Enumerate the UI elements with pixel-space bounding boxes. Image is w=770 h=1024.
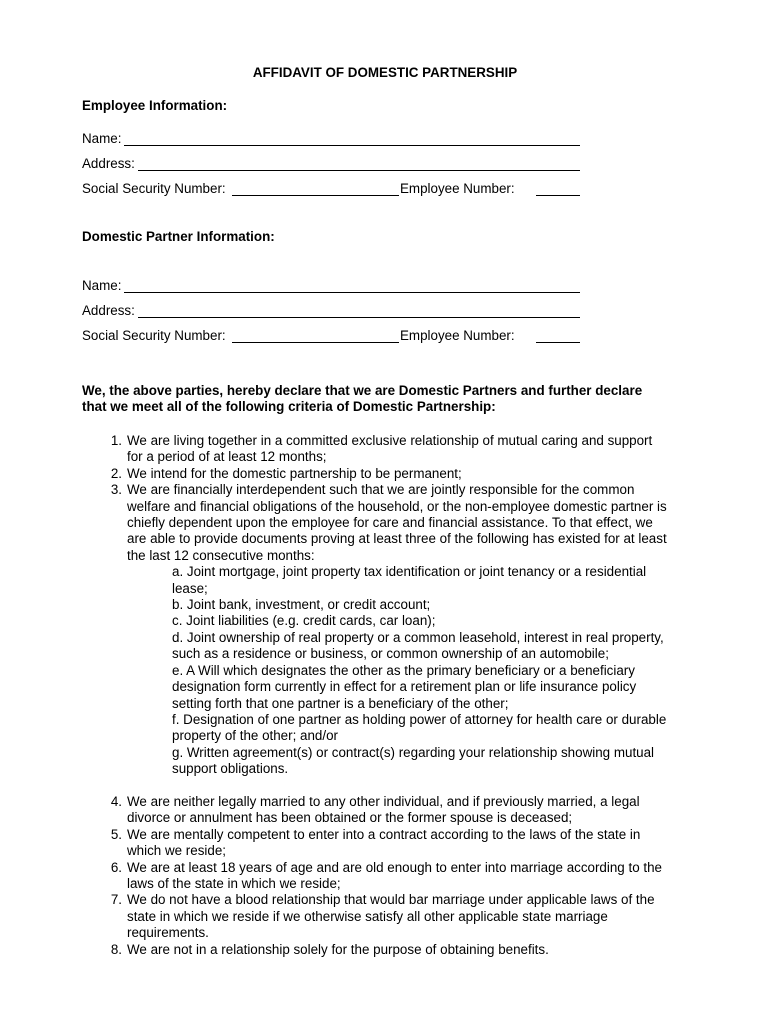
criteria-number: 3.: [110, 482, 122, 498]
criteria-item: [82, 482, 702, 564]
employee-ssn-row: [82, 181, 582, 199]
criteria-item: [82, 433, 702, 466]
document-item: b. Joint bank, investment, or credit account;: [172, 597, 431, 613]
criteria-text: which we reside;: [127, 843, 226, 859]
document-item: a. Joint mortgage, joint property tax identification or joint tenancy or a residential: [172, 564, 647, 580]
criteria-number: 6.: [110, 859, 122, 875]
document-item: f. Designation of one partner as holding power of attorney for health care or durable: [172, 711, 667, 727]
declaration-statement: [82, 383, 702, 416]
partner-ssn-label: Social Security Number:: [82, 328, 226, 343]
criteria-text: chiefly dependent upon the employee for care and financial assistance. To that effect, we: [127, 515, 653, 531]
partner-name-field[interactable]: [124, 292, 580, 293]
criteria-number: 8.: [110, 941, 122, 957]
document-item: g. Written agreement(s) or contract(s) regarding your relationship showing mutual: [172, 744, 655, 760]
partner-name-row: [82, 278, 582, 296]
document-item: c. Joint liabilities (e.g. credit cards, car loan);: [172, 613, 436, 629]
criteria-text: state in which we reside if we otherwise satisfy all other applicable state marriage: [127, 908, 608, 924]
document-list: [172, 564, 702, 777]
partner-employee-number-field[interactable]: [536, 342, 580, 343]
criteria-text: for a period of at least 12 months;: [127, 449, 327, 465]
criteria-text: are able to provide documents proving at least three of the following has existed for at least: [127, 531, 667, 547]
criteria-text: We are not in a relationship solely for the purpose of obtaining benefits.: [127, 941, 549, 957]
partner-address-row: [82, 303, 582, 321]
document-item: such as a residence or business, or common ownership of an automobile;: [172, 646, 609, 662]
declaration-line: that we meet all of the following criteria of Domestic Partnership:: [82, 399, 496, 415]
employee-name-row: [82, 131, 582, 149]
partner-ssn-row: [82, 328, 582, 346]
partner-address-field[interactable]: [138, 317, 580, 318]
partner-name-label: Name:: [82, 278, 122, 293]
criteria-number: 1.: [110, 433, 122, 448]
criteria-text: requirements.: [127, 925, 209, 941]
employee-info-heading: Employee Information:: [82, 98, 228, 113]
criteria-item: [82, 827, 702, 860]
criteria-number: 4.: [110, 794, 122, 809]
declaration-line: We, the above parties, hereby declare that we are Domestic Partners and further declare: [82, 383, 643, 398]
criteria-number: 5.: [110, 826, 122, 842]
criteria-item: [82, 860, 702, 893]
criteria-list-continued: [82, 794, 702, 958]
document-item: designation form currently in effect for a retirement plan or life insurance policy: [172, 679, 637, 695]
criteria-text: welfare and financial obligations of the household, or the non-employee domestic partner is: [127, 498, 667, 514]
document-title: AFFIDAVIT OF DOMESTIC PARTNERSHIP: [252, 65, 518, 80]
partner-employee-number-label: Employee Number:: [400, 328, 515, 343]
document-item: lease;: [172, 580, 208, 596]
criteria-text: We are financially interdependent such that we are jointly responsible for the common: [127, 482, 635, 498]
employee-address-field[interactable]: [138, 170, 580, 171]
partner-address-label: Address:: [82, 303, 135, 318]
employee-ssn-label: Social Security Number:: [82, 181, 226, 196]
employee-number-label: Employee Number:: [400, 181, 515, 196]
criteria-text: the last 12 consecutive months:: [127, 547, 315, 563]
document-item: setting forth that one partner is a beneficiary of the other;: [172, 695, 509, 711]
criteria-text: divorce or annulment has been obtained or the former spouse is deceased;: [127, 810, 573, 826]
employee-number-field[interactable]: [536, 195, 580, 196]
criteria-text: We are mentally competent to enter into a contract according to the laws of the state in: [127, 826, 641, 842]
partner-ssn-field[interactable]: [232, 342, 399, 343]
criteria-text: We are neither legally married to any other individual, and if previously married, a legal: [127, 794, 640, 809]
criteria-text: We intend for the domestic partnership to be permanent;: [127, 465, 462, 481]
document-item: property of the other; and/or: [172, 728, 338, 744]
criteria-item: [82, 892, 702, 941]
document-item: d. Joint ownership of real property or a common leasehold, interest in real property,: [172, 629, 664, 645]
criteria-number: 7.: [110, 892, 122, 908]
criteria-text: We are living together in a committed exclusive relationship of mutual caring and support: [127, 433, 653, 448]
employee-ssn-field[interactable]: [232, 195, 399, 196]
criteria-item: [82, 794, 702, 827]
employee-name-field[interactable]: [124, 145, 580, 146]
criteria-number: 2.: [110, 465, 122, 481]
partner-info-heading: Domestic Partner Information:: [82, 229, 275, 244]
criteria-text: We are at least 18 years of age and are old enough to enter into marriage according to the: [127, 859, 662, 875]
document-item: e. A Will which designates the other as the primary beneficiary or a beneficiary: [172, 662, 635, 678]
criteria-text: laws of the state in which we reside;: [127, 876, 341, 892]
document-item: support obligations.: [172, 761, 289, 777]
criteria-text: We do not have a blood relationship that would bar marriage under applicable laws of the: [127, 892, 655, 908]
employee-address-row: [82, 156, 582, 174]
employee-address-label: Address:: [82, 156, 135, 171]
employee-name-label: Name:: [82, 131, 122, 146]
criteria-list: [82, 433, 702, 778]
criteria-item: [82, 466, 702, 482]
criteria-item: [82, 942, 702, 958]
